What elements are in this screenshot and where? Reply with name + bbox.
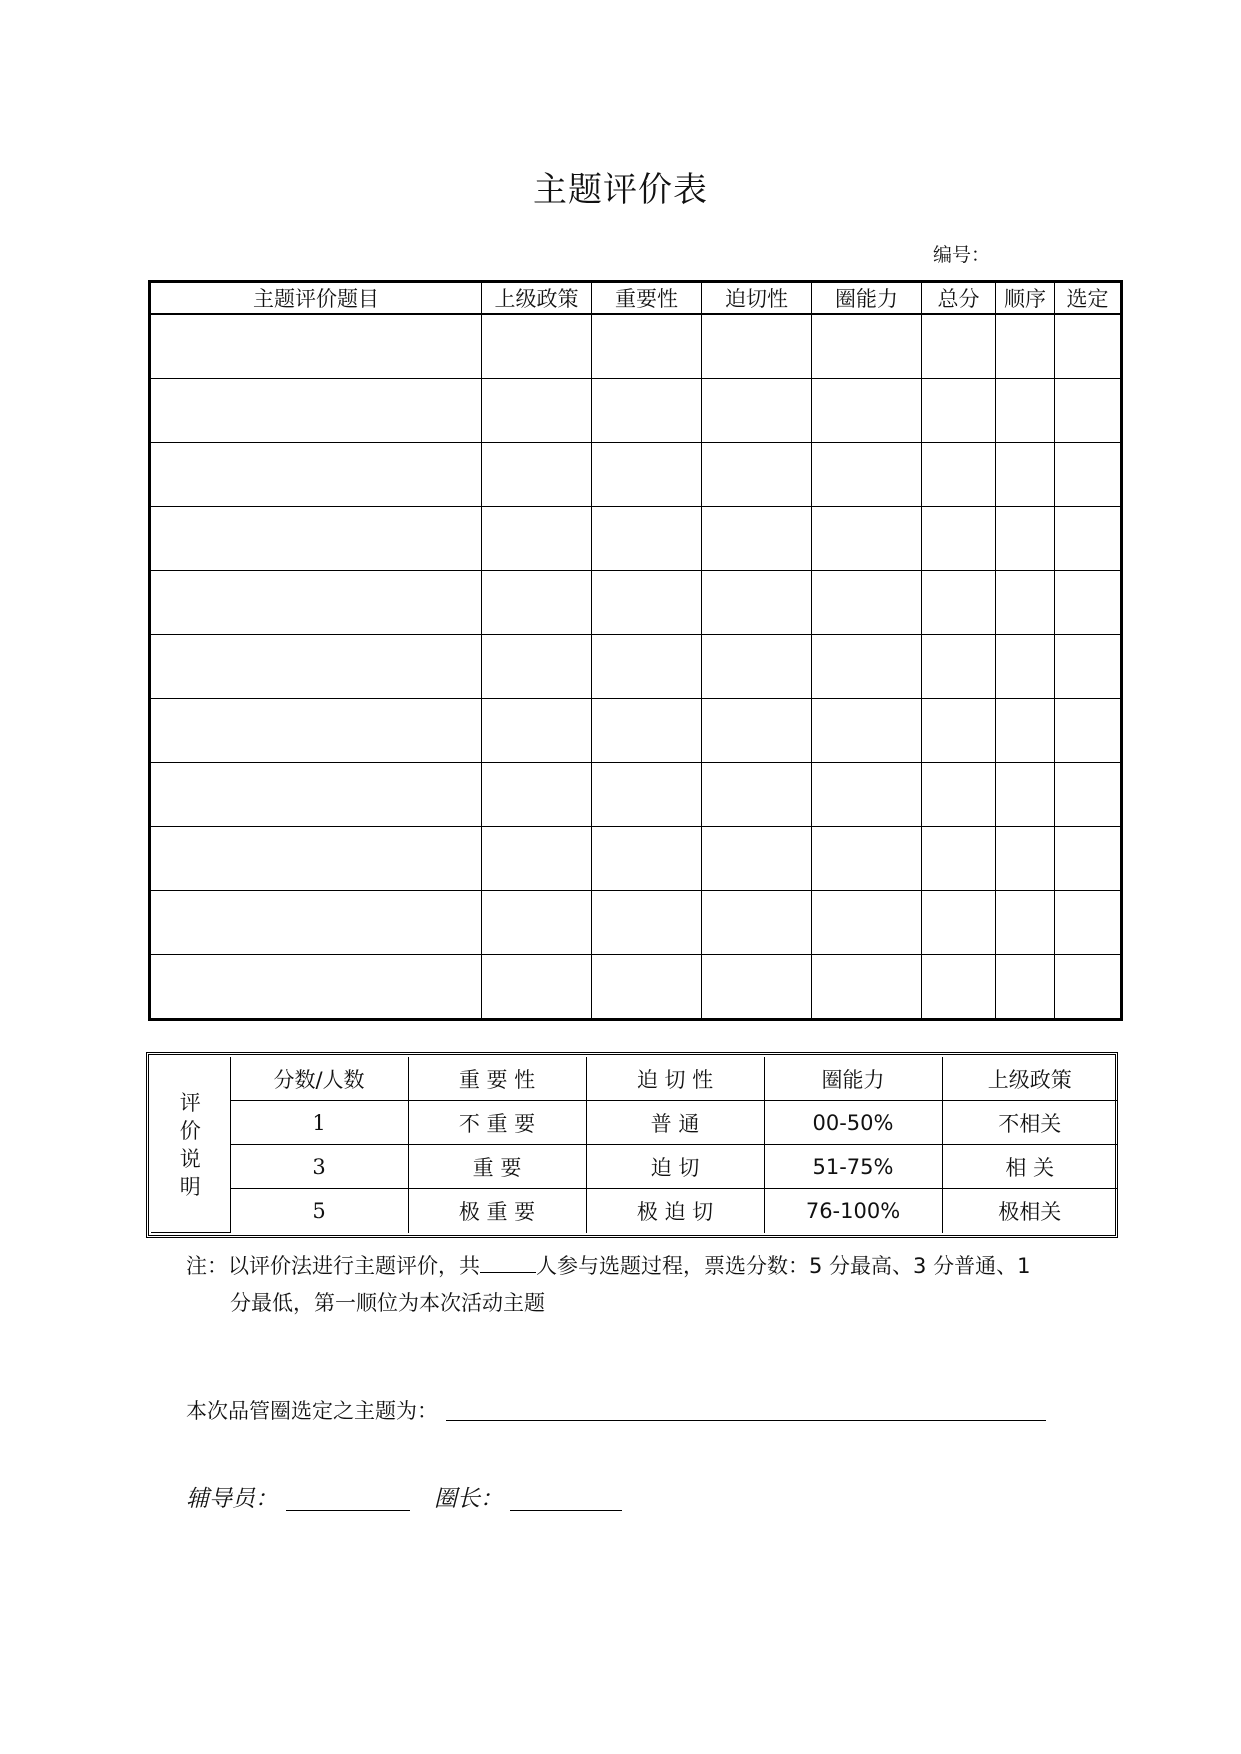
table-cell[interactable] — [592, 763, 702, 827]
table-cell[interactable] — [592, 507, 702, 571]
legend-policy: 相 关 — [942, 1145, 1117, 1189]
note-line-2: 分最低，第一顺位为本次活动主题 — [230, 1291, 545, 1315]
table-cell[interactable] — [922, 571, 996, 635]
table-cell[interactable] — [1055, 635, 1122, 699]
table-row — [150, 443, 1122, 507]
table-row — [150, 379, 1122, 443]
table-cell[interactable] — [922, 379, 996, 443]
table-cell[interactable] — [150, 507, 482, 571]
table-row — [150, 571, 1122, 635]
table-cell[interactable] — [482, 699, 592, 763]
table-cell[interactable] — [996, 955, 1055, 1020]
table-row — [150, 635, 1122, 699]
table-cell[interactable] — [996, 635, 1055, 699]
table-cell[interactable] — [702, 314, 812, 379]
legend-capability: 00-50% — [764, 1101, 942, 1145]
table-cell[interactable] — [996, 699, 1055, 763]
table-cell[interactable] — [812, 379, 922, 443]
serial-number-label: 编号： — [933, 244, 991, 266]
legend-capability: 51-75% — [764, 1145, 942, 1189]
table-cell[interactable] — [702, 443, 812, 507]
table-cell[interactable] — [996, 891, 1055, 955]
legend-header-row — [151, 1057, 1117, 1101]
table-cell[interactable] — [482, 314, 592, 379]
legend-row — [151, 1145, 1117, 1189]
header-topic: 主题评价题目 — [150, 282, 482, 315]
legend-header-score: 分数/人数 — [230, 1057, 408, 1101]
table-cell[interactable] — [1055, 314, 1122, 379]
table-cell[interactable] — [812, 507, 922, 571]
table-cell[interactable] — [150, 699, 482, 763]
leader-label: 圈长： — [434, 1486, 503, 1512]
table-cell[interactable] — [150, 955, 482, 1020]
table-cell[interactable] — [592, 571, 702, 635]
table-cell[interactable] — [922, 699, 996, 763]
table-row — [150, 891, 1122, 955]
table-cell[interactable] — [592, 314, 702, 379]
table-cell[interactable] — [812, 763, 922, 827]
legend-policy: 不相关 — [942, 1101, 1117, 1145]
table-cell[interactable] — [482, 571, 592, 635]
table-cell[interactable] — [592, 443, 702, 507]
legend-policy: 极相关 — [942, 1189, 1117, 1233]
header-importance: 重要性 — [592, 282, 702, 315]
table-cell[interactable] — [812, 571, 922, 635]
legend-header-importance: 重 要 性 — [408, 1057, 586, 1101]
leader-signature-blank[interactable] — [510, 1510, 622, 1511]
table-cell[interactable] — [922, 763, 996, 827]
table-cell[interactable] — [1055, 891, 1122, 955]
table-cell[interactable] — [1055, 827, 1122, 891]
table-cell[interactable] — [702, 827, 812, 891]
table-cell[interactable] — [592, 379, 702, 443]
table-cell[interactable] — [922, 314, 996, 379]
table-header-row — [150, 282, 1122, 315]
legend-urgency: 普 通 — [586, 1101, 764, 1145]
legend-importance: 不 重 要 — [408, 1101, 586, 1145]
table-row — [150, 827, 1122, 891]
table-cell[interactable] — [150, 635, 482, 699]
table-cell[interactable] — [1055, 507, 1122, 571]
table-cell[interactable] — [592, 891, 702, 955]
table-cell[interactable] — [1055, 379, 1122, 443]
evaluation-explanation-table — [151, 1057, 1117, 1233]
table-cell[interactable] — [150, 763, 482, 827]
table-cell[interactable] — [702, 699, 812, 763]
table-cell[interactable] — [592, 827, 702, 891]
header-urgency: 迫切性 — [702, 282, 812, 315]
legend-header-policy: 上级政策 — [942, 1057, 1117, 1101]
table-cell[interactable] — [482, 379, 592, 443]
table-cell[interactable] — [150, 314, 482, 379]
table-cell[interactable] — [1055, 955, 1122, 1020]
table-row — [150, 507, 1122, 571]
table-cell[interactable] — [702, 379, 812, 443]
table-cell[interactable] — [812, 699, 922, 763]
table-row — [150, 763, 1122, 827]
table-cell[interactable] — [812, 827, 922, 891]
evaluation-explanation-box — [146, 1052, 1118, 1238]
table-cell[interactable] — [812, 955, 922, 1020]
table-cell[interactable] — [482, 891, 592, 955]
legend-header-urgency: 迫 切 性 — [586, 1057, 764, 1101]
table-cell[interactable] — [482, 763, 592, 827]
table-cell[interactable] — [482, 443, 592, 507]
table-cell[interactable] — [702, 955, 812, 1020]
table-cell[interactable] — [996, 314, 1055, 379]
table-cell[interactable] — [812, 635, 922, 699]
table-cell[interactable] — [150, 571, 482, 635]
participant-count-blank[interactable] — [480, 1254, 536, 1273]
table-cell[interactable] — [1055, 443, 1122, 507]
table-cell[interactable] — [922, 443, 996, 507]
table-cell[interactable] — [812, 314, 922, 379]
legend-importance: 重 要 — [408, 1145, 586, 1189]
legend-score: 1 — [230, 1101, 408, 1145]
header-capability: 圈能力 — [812, 282, 922, 315]
table-cell[interactable] — [1055, 699, 1122, 763]
chosen-topic-label: 本次品管圈选定之主题为： — [186, 1399, 438, 1423]
table-cell[interactable] — [922, 891, 996, 955]
table-cell[interactable] — [482, 827, 592, 891]
legend-score: 5 — [230, 1189, 408, 1233]
chosen-topic-blank[interactable] — [446, 1420, 1046, 1421]
table-cell[interactable] — [922, 827, 996, 891]
table-cell[interactable] — [482, 955, 592, 1020]
table-cell[interactable] — [996, 507, 1055, 571]
tutor-label: 辅导员： — [186, 1486, 278, 1512]
table-cell[interactable] — [482, 635, 592, 699]
table-cell[interactable] — [996, 571, 1055, 635]
table-cell[interactable] — [702, 571, 812, 635]
page-title: 主题评价表 — [533, 170, 708, 210]
table-cell[interactable] — [922, 635, 996, 699]
legend-capability: 76-100% — [764, 1189, 942, 1233]
table-cell[interactable] — [996, 443, 1055, 507]
table-cell[interactable] — [996, 379, 1055, 443]
header-policy: 上级政策 — [482, 282, 592, 315]
table-cell[interactable] — [702, 763, 812, 827]
table-cell[interactable] — [702, 891, 812, 955]
table-row — [150, 314, 1122, 379]
legend-row — [151, 1189, 1117, 1233]
legend-urgency: 迫 切 — [586, 1145, 764, 1189]
table-cell[interactable] — [150, 891, 482, 955]
table-cell[interactable] — [922, 955, 996, 1020]
table-row — [150, 955, 1122, 1020]
table-cell[interactable] — [1055, 571, 1122, 635]
note-line-1: 注：以评价法进行主题评价，共 人参与选题过程，票选分数：5 分最高、3 分普通、1 — [186, 1254, 1031, 1278]
table-cell[interactable] — [592, 699, 702, 763]
table-cell[interactable] — [996, 827, 1055, 891]
table-cell[interactable] — [996, 763, 1055, 827]
header-selected: 选定 — [1055, 282, 1122, 315]
legend-header-capability: 圈能力 — [764, 1057, 942, 1101]
note-paragraph — [186, 1248, 1066, 1322]
table-cell[interactable] — [702, 635, 812, 699]
header-total: 总分 — [922, 282, 996, 315]
table-cell[interactable] — [702, 507, 812, 571]
table-cell[interactable] — [150, 443, 482, 507]
table-cell[interactable] — [922, 507, 996, 571]
table-cell[interactable] — [812, 891, 922, 955]
table-cell[interactable] — [482, 507, 592, 571]
table-cell[interactable] — [150, 379, 482, 443]
topic-evaluation-table — [148, 280, 1123, 1021]
tutor-signature-blank[interactable] — [286, 1510, 410, 1511]
header-order: 顺序 — [996, 282, 1055, 315]
legend-row — [151, 1101, 1117, 1145]
table-cell[interactable] — [592, 635, 702, 699]
legend-side-label: 评 价 说 明 — [151, 1057, 230, 1233]
legend-urgency: 极 迫 切 — [586, 1189, 764, 1233]
table-cell[interactable] — [812, 443, 922, 507]
table-row — [150, 699, 1122, 763]
legend-importance: 极 重 要 — [408, 1189, 586, 1233]
table-cell[interactable] — [592, 955, 702, 1020]
table-cell[interactable] — [150, 827, 482, 891]
legend-score: 3 — [230, 1145, 408, 1189]
table-cell[interactable] — [1055, 763, 1122, 827]
